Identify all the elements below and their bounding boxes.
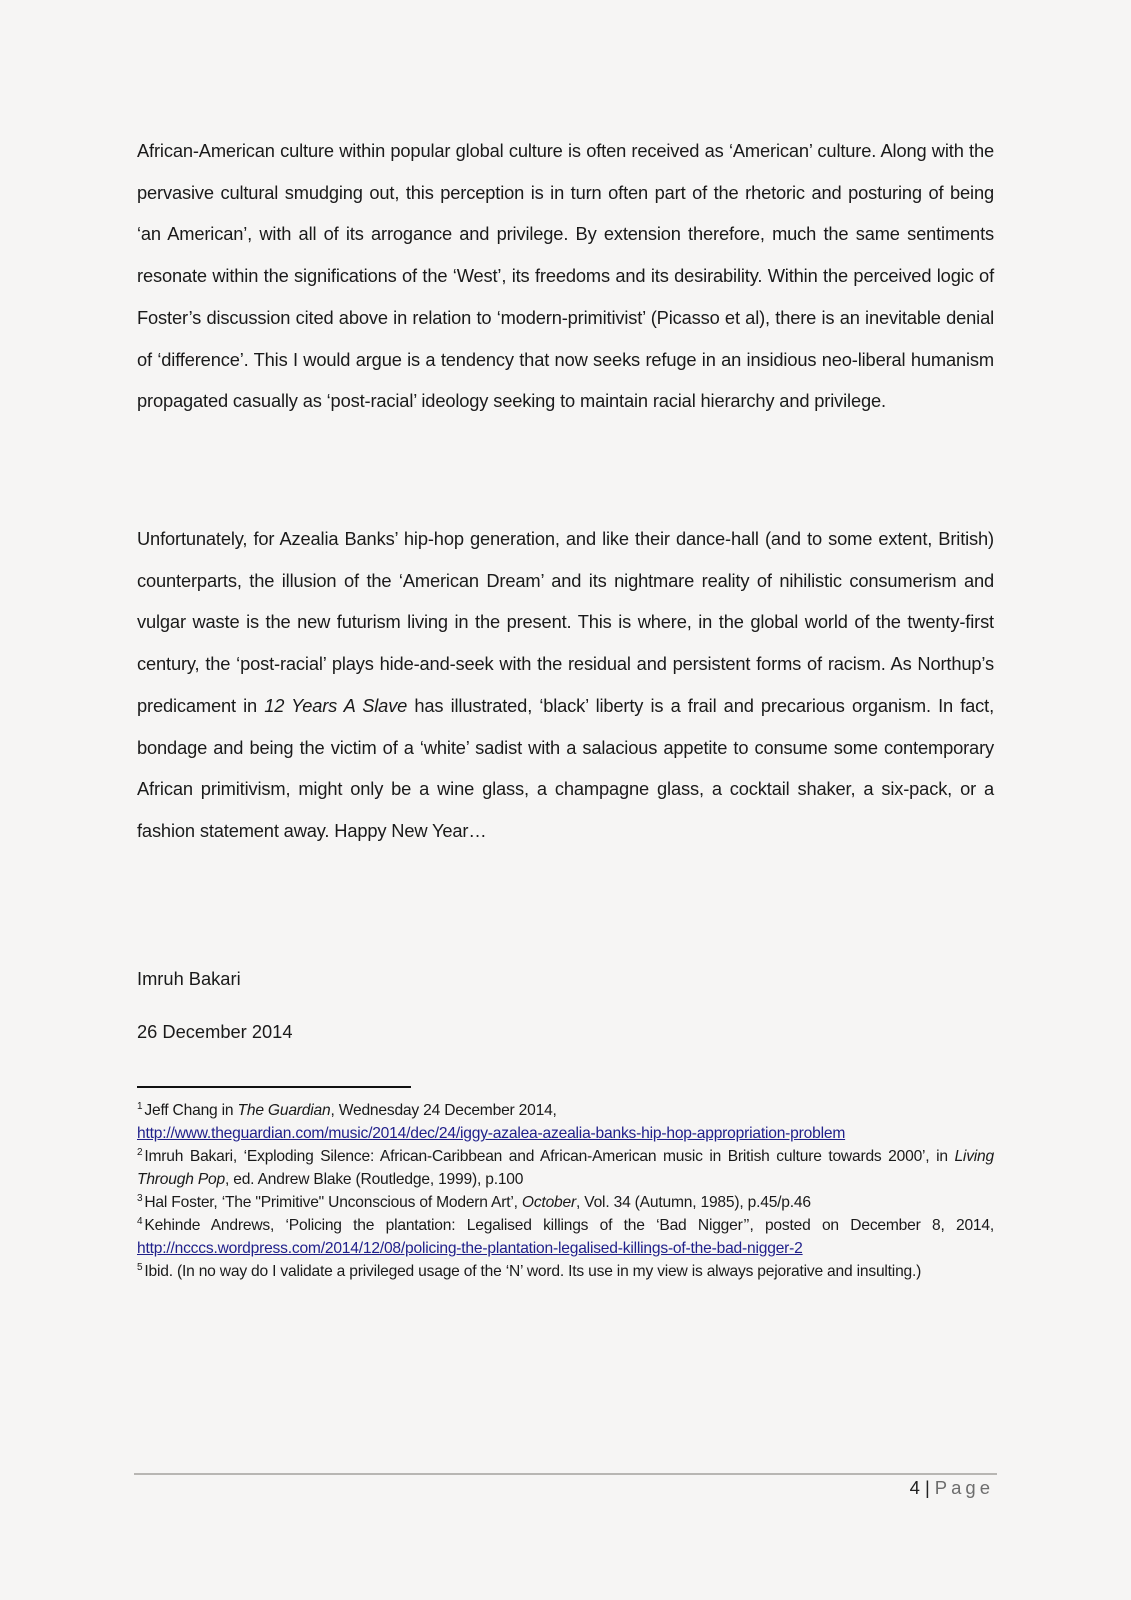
italic-title: October: [521, 1194, 576, 1211]
text-run: , Wednesday 24 December 2014,: [330, 1102, 557, 1119]
footnote-number: 3: [137, 1193, 143, 1204]
text-run: Ibid. (In no way do I validate a privileged usage of the ‘N’ word. Its use in my view is always pejorative and insulting.): [144, 1263, 922, 1280]
body-paragraph-2: [137, 518, 994, 852]
text-run: Unfortunately, for Azealia Banks’ hip-hop generation, and like their dance-hall (and to some extent, British) counterparts, the illusion of the ‘American Dream’ and its nightmare reality of nihilistic consumerism and vulgar waste is the new futurism living in the present. This is where, in the global world of the twenty-first century, the ‘post-racial’ plays hide-and-seek with the residual and persistent forms of racism. As Northup’s predicament in: [137, 528, 994, 716]
paragraph: [137, 130, 994, 422]
author-signature: Imruh Bakari: [137, 968, 241, 989]
paragraph: [137, 518, 994, 852]
text-run: Hal Foster, ‘The "Primitive" Unconscious of Modern Art’,: [144, 1194, 522, 1211]
footnote-1: [137, 1099, 994, 1145]
text-run: Kehinde Andrews, ‘Policing the plantation: Legalised killings of the ‘Bad Nigger’’, posted on December 8, 2014,: [144, 1217, 994, 1234]
footer-divider: [134, 1473, 997, 1475]
text-run: , ed. Andrew Blake (Routledge, 1999), p.100: [224, 1171, 524, 1188]
text-run: Jeff Chang in: [144, 1102, 238, 1119]
text-run: , Vol. 34 (Autumn, 1985), p.45/p.46: [575, 1194, 811, 1211]
page-label: Page: [934, 1477, 994, 1498]
footnote-separator: [137, 1086, 411, 1088]
footnote-link[interactable]: http://www.theguardian.com/music/2014/dec/24/iggy-azalea-azealia-banks-hip-hop-appropriation-problem: [137, 1125, 846, 1142]
page-number-value: 4: [909, 1477, 920, 1498]
italic-title: The Guardian: [237, 1102, 331, 1119]
footnotes-list: [137, 1099, 994, 1283]
footnote-number: 5: [137, 1262, 143, 1273]
footnote-number: 1: [137, 1101, 143, 1112]
footnote-number: 4: [137, 1216, 143, 1227]
page-number-separator: |: [924, 1477, 930, 1498]
body-paragraph-1: [137, 130, 994, 422]
text-run: has illustrated, ‘black’ liberty is a frail and precarious organism. In fact, bondage and being the victim of a ‘white’ sadist with a salacious appetite to consume some contemporary African primitivism, might only be a wine glass, a champagne glass, a cocktail shaker, a six-pack, or a fashion statement away. Happy New Year…: [137, 694, 994, 841]
signature-date: 26 December 2014: [137, 1021, 293, 1042]
italic-title: Living Through Pop: [137, 1148, 994, 1188]
italic-title: 12 Years A Slave: [264, 694, 408, 716]
footnote-number: 2: [137, 1147, 143, 1158]
footnote-5: [137, 1260, 994, 1283]
footnote-2: [137, 1145, 994, 1191]
footnote-link[interactable]: http://ncccs.wordpress.com/2014/12/08/policing-the-plantation-legalised-killings-of-the-bad-nigger-2: [137, 1240, 803, 1257]
text-run: African-American culture within popular global culture is often received as ‘American’ culture. Along with the pervasive cultural smudging out, this perception is in turn often part of the rhetoric and posturing of being ‘an American’, with all of its arrogance and privilege. By extension therefore, much the same sentiments resonate within the significations of the ‘West’, its freedoms and its desirability. Within the perceived logic of Foster’s discussion cited above in relation to ‘modern-primitivist’ (Picasso et al), there is an inevitable denial of ‘difference’. This I would argue is a tendency that now seeks refuge in an insidious neo-liberal humanism propagated casually as ‘post-racial’ ideology seeking to maintain racial hierarchy and privilege.: [137, 140, 994, 412]
text-run: Imruh Bakari, ‘Exploding Silence: African-Caribbean and African-American music in British culture towards 2000’, in: [144, 1148, 955, 1165]
footnote-4: [137, 1214, 994, 1260]
footnote-3: [137, 1191, 994, 1214]
page-number: [910, 1477, 994, 1499]
